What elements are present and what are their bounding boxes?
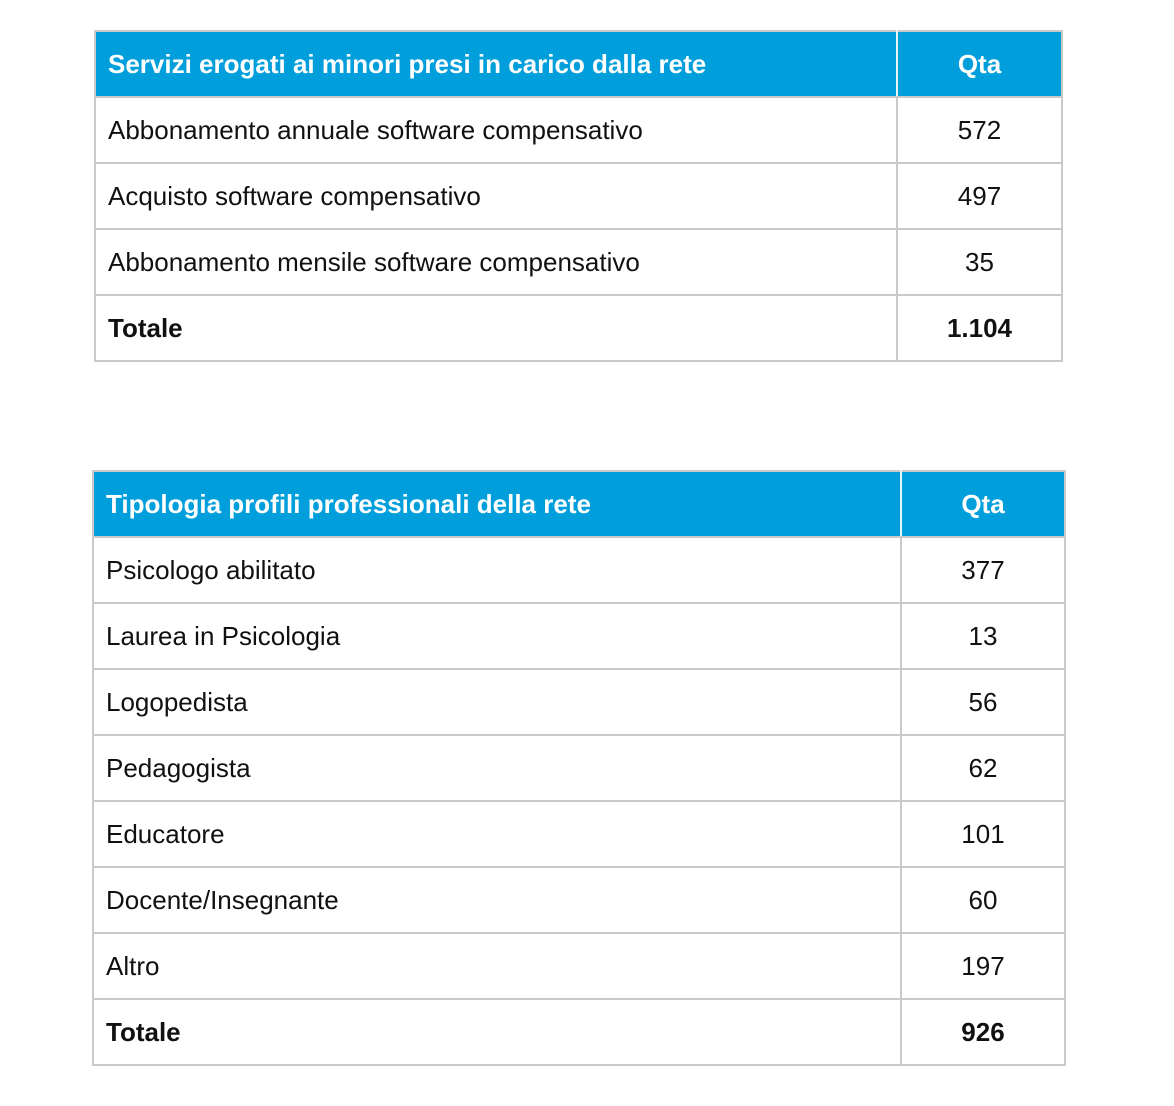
services-header-label: Servizi erogati ai minori presi in carico dalla rete — [95, 31, 897, 97]
row-label: Pedagogista — [93, 735, 901, 801]
table-row — [93, 537, 1065, 603]
row-qty: 377 — [901, 537, 1065, 603]
row-label: Abbonamento annuale software compensativo — [95, 97, 897, 163]
row-qty: 197 — [901, 933, 1065, 999]
row-label: Altro — [93, 933, 901, 999]
profiles-header-label: Tipologia profili professionali della rete — [93, 471, 901, 537]
row-label: Logopedista — [93, 669, 901, 735]
services-table — [94, 30, 1063, 362]
profiles-table — [92, 470, 1066, 1066]
row-qty: 497 — [897, 163, 1062, 229]
table-row — [95, 97, 1062, 163]
services-header-qty: Qta — [897, 31, 1062, 97]
row-label: Acquisto software compensativo — [95, 163, 897, 229]
total-qty: 926 — [901, 999, 1065, 1065]
total-row — [93, 999, 1065, 1065]
row-qty: 13 — [901, 603, 1065, 669]
row-qty: 35 — [897, 229, 1062, 295]
total-qty: 1.104 — [897, 295, 1062, 361]
row-qty: 572 — [897, 97, 1062, 163]
table-row — [93, 603, 1065, 669]
profiles-header-qty: Qta — [901, 471, 1065, 537]
table-row — [93, 867, 1065, 933]
row-label: Laurea in Psicologia — [93, 603, 901, 669]
table-row — [93, 735, 1065, 801]
row-label: Educatore — [93, 801, 901, 867]
table-row — [93, 669, 1065, 735]
row-qty: 56 — [901, 669, 1065, 735]
table-header-row — [95, 31, 1062, 97]
row-qty: 62 — [901, 735, 1065, 801]
table-row — [93, 801, 1065, 867]
table-row — [93, 933, 1065, 999]
row-qty: 60 — [901, 867, 1065, 933]
row-qty: 101 — [901, 801, 1065, 867]
table-row — [95, 163, 1062, 229]
total-row — [95, 295, 1062, 361]
row-label: Psicologo abilitato — [93, 537, 901, 603]
row-label: Docente/Insegnante — [93, 867, 901, 933]
total-label: Totale — [93, 999, 901, 1065]
total-label: Totale — [95, 295, 897, 361]
table-row — [95, 229, 1062, 295]
table-header-row — [93, 471, 1065, 537]
row-label: Abbonamento mensile software compensativo — [95, 229, 897, 295]
